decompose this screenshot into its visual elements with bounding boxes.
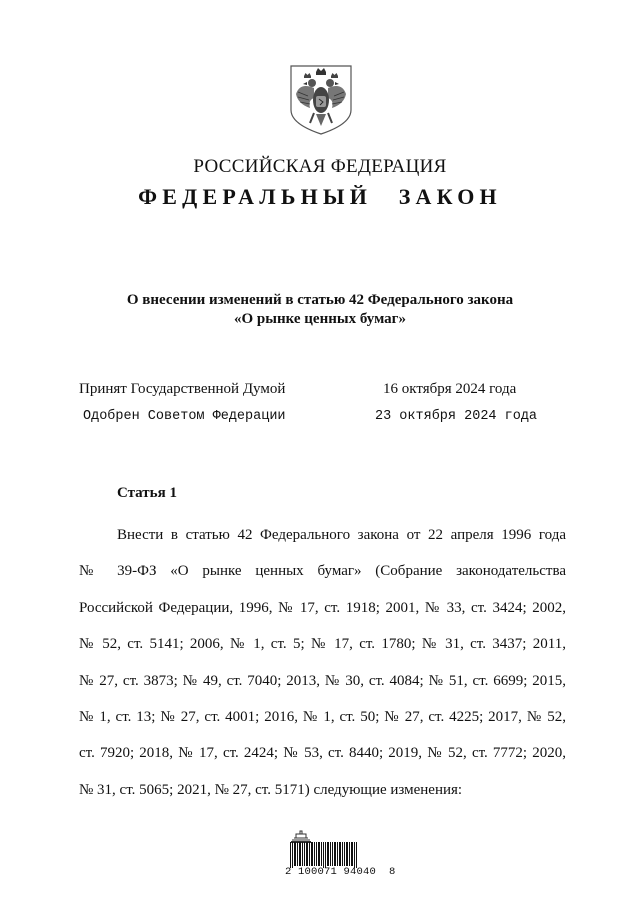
adopted-label: Принят Государственной Думой	[79, 381, 286, 397]
document-type: ФЕДЕРАЛЬНЫЙ ЗАКОН	[138, 184, 502, 209]
article-line: ст. 7920; 2018, № 17, ст. 2424; № 53, ст. 8440; 2019, № 52, ст. 7772; 2020,	[79, 745, 566, 762]
article-line: № 31, ст. 5065; 2021, № 27, ст. 5171) следующие изменения:	[79, 781, 463, 798]
barcode-icon	[290, 842, 358, 868]
approved-label: Одобрен Советом Федерации	[83, 409, 286, 424]
article-line: Внести в статью 42 Федерального закона от 22 апреля 1996 года	[117, 527, 566, 543]
article-line: № 52, ст. 5141; 2006, № 1, ст. 5; № 17, ст. 1780; № 31, ст. 3437; 2011,	[79, 636, 566, 653]
article-line: Российской Федерации, 1996, № 17, ст. 1918; 2001, № 33, ст. 3424; 2002,	[79, 599, 566, 616]
law-title	[60, 291, 580, 329]
barcode-number: 2 100071 94040 8	[285, 866, 396, 878]
approved-date: 23 октября 2024 года	[375, 409, 538, 424]
adopted-date: 16 октября 2024 года	[383, 381, 517, 397]
article-line: № 1, ст. 13; № 27, ст. 4001; 2016, № 1, ст. 50; № 27, ст. 4225; 2017, № 52,	[79, 709, 566, 726]
coat-of-arms-icon	[288, 64, 354, 136]
adoption-row-duma	[79, 381, 559, 401]
law-title-line-2: «О рынке ценных бумаг»	[234, 311, 406, 327]
article-heading: Статья 1	[117, 485, 177, 501]
adoption-row-council	[79, 409, 559, 429]
article-body	[79, 517, 566, 808]
country-name: РОССИЙСКАЯ ФЕДЕРАЦИЯ	[193, 156, 447, 177]
law-title-line-1: О внесении изменений в статью 42 Федерального закона	[126, 292, 514, 308]
article-line: № 27, ст. 3873; № 49, ст. 7040; 2013, № 30, ст. 4084; № 51, ст. 6699; 2015,	[79, 672, 566, 689]
article-line: № 39-ФЗ «О рынке ценных бумаг» (Собрание законодательства	[79, 563, 566, 580]
